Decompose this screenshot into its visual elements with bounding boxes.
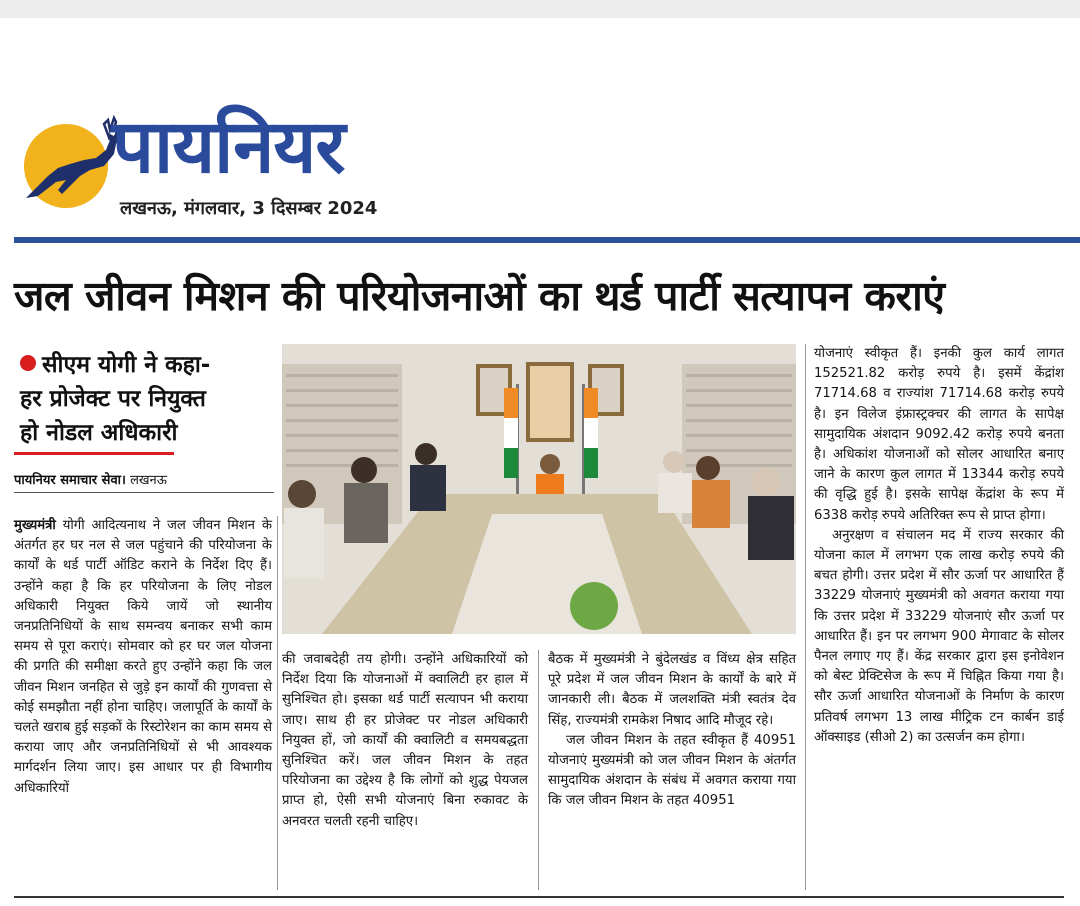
paragraph: मुख्यमंत्री योगी आदित्यनाथ ने जल जीवन मिशन के अंतर्गत हर घर नल से जल पहुंचाने की परियोजना के कार्यों के थर्ड पार्टी ऑडिट कराने के निर्देश दिए हैं। उन्होंने कहा है कि हर परियोजना के लिए नोडल अधिकारी नियुक्त किये जायें जो स्थानीय जनप्रतिनिधियों के साथ समन्वय बनाकर सभी काम समय से पूरा कराएं। सोमवार को हर घर जल योजना की प्रगति की समीक्षा करते हुए उन्होंने कहा कि जल जीवन मिशन जनहित से जुड़े इन कार्यों की गुणवत्ता से कोई समझौता नहीं होना चाहिए। जलापूर्ति के कार्यों के चलते खराब हुई सड़कों के रिस्टोरेशन का काम समय से कराया जाए और जनप्रतिनिधियों से भी आवश्यक मार्गदर्शन लिया जाए। इस आधार पर ही विभागीय अधिकारियों bbox=[14, 518, 272, 796]
byline-place: लखनऊ bbox=[130, 473, 167, 488]
lead-word: मुख्यमंत्री bbox=[14, 518, 56, 533]
paragraph: बैठक में मुख्यमंत्री ने बुंदेलखंड व विंध्य क्षेत्र सहित पूरे प्रदेश में जल जीवन मिशन के कार्यों के बारे में जानकारी ली। बैठक में जलशक्ति मंत्री स्वतंत्र देव सिंह, राज्यमंत्री रामकेश निषाद आदि मौजूद रहे। bbox=[548, 652, 796, 728]
kicker-line: हर प्रोजेक्ट पर नियुक्त bbox=[20, 386, 206, 412]
byline-rule bbox=[14, 492, 274, 493]
column-divider bbox=[277, 516, 278, 890]
top-band bbox=[0, 0, 1080, 18]
column-divider bbox=[538, 650, 539, 890]
paragraph: की जवाबदेही तय होगी। उन्होंने अधिकारियों को निर्देश दिया कि योजनाओं में क्वालिटी हर हाल में सुनिश्चित हो। इसका थर्ड पार्टी सत्यापन भी कराया जाए। साथ ही हर प्रोजेक्ट पर नोडल अधिकारी नियुक्त हों, जो कार्यों की क्वालिटी व समयबद्धता सुनिश्चित करें। जल जीवन मिशन के तहत परियोजना का उद्देश्य है कि लोगों को शुद्ध पेयजल प्राप्त हो, ऐसी सभी योजनाएं बिना रुकावट के अनवरत चलती रहनी चाहिए। bbox=[282, 652, 528, 829]
dateline: लखनऊ, मंगलवार, 3 दिसम्बर 2024 bbox=[120, 198, 378, 219]
byline-source: पायनियर समाचार सेवा। bbox=[14, 473, 126, 488]
red-bullet-icon bbox=[20, 355, 36, 371]
masthead bbox=[14, 100, 454, 218]
paragraph: योजनाएं स्वीकृत हैं। इनकी कुल कार्य लागत 152521.82 करोड़ रुपये है। इसमें केंद्रांश 71714.68 व राज्यांश 71714.68 करोड़ रुपये है। इन विलेज इंफ्रास्ट्रक्चर की लागत के सापेक्ष सामुदायिक अंशदान 9092.42 करोड़ रुपये बनता है। अधिकांश योजनाओं को सोलर आधारित बनाए जाने के कारण कुल लागत में 13344 करोड़ रुपये की वृद्धि हुई है। इसके सापेक्ष केंद्रांश के रूप में 6338 करोड़ रुपये अतिरिक्त रूप से प्राप्त होगा। bbox=[814, 346, 1064, 523]
kicker-line: सीएम योगी ने कहा- bbox=[20, 348, 260, 382]
article-column-2 bbox=[282, 650, 528, 832]
article-column-4 bbox=[814, 344, 1064, 748]
paragraph: जल जीवन मिशन के तहत स्वीकृत हैं 40951 योजनाएं मुख्यमंत्री को जल जीवन मिशन के अंतर्गत सामुदायिक अंशदान के संबंध में अवगत कराया गया कि जल जीवन मिशन के तहत 40951 bbox=[548, 732, 796, 809]
column-divider bbox=[805, 344, 806, 890]
article-column-1 bbox=[14, 516, 272, 799]
masthead-rule bbox=[14, 237, 1080, 243]
meeting-photo bbox=[282, 344, 796, 634]
paragraph: अनुरक्षण व संचालन मद में राज्य सरकार की योजना काल में लगभग एक लाख करोड़ रुपये की बचत होगी। उत्तर प्रदेश में सौर ऊर्जा पर आधारित हैं 33229 योजनाएं मुख्यमंत्री को अवगत कराया गया कि उत्तर प्रदेश में 33229 योजनाएं सौर ऊर्जा पर आधारित हैं। इन पर लगभग 900 मेगावाट के सोलर पैनल लगाए गए हैं। केंद्र सरकार द्वारा इस इनोवेशन को बेस्ट प्रेक्टिसेज के रूप में चिह्नित किया गया है। सौर ऊर्जा आधारित योजनाओं के निर्माण के कारण प्रतिवर्ष लगभग 13 लाख मीट्रिक टन कार्बन डाई ऑक्साइड (सीओ 2) का उत्सर्जन कम होगा। bbox=[814, 527, 1064, 745]
headline: जल जीवन मिशन की परियोजनाओं का थर्ड पार्टी सत्यापन कराएं bbox=[14, 272, 945, 320]
byline bbox=[14, 470, 274, 488]
bottom-rule bbox=[14, 896, 1064, 898]
newspaper-logo: पायनियर bbox=[112, 104, 345, 190]
kicker-line: हो नोडल अधिकारी bbox=[20, 420, 178, 446]
meeting-photo-illustration bbox=[282, 344, 796, 634]
kicker-underline bbox=[14, 452, 174, 455]
article-column-3 bbox=[548, 650, 796, 812]
kicker bbox=[20, 348, 260, 450]
